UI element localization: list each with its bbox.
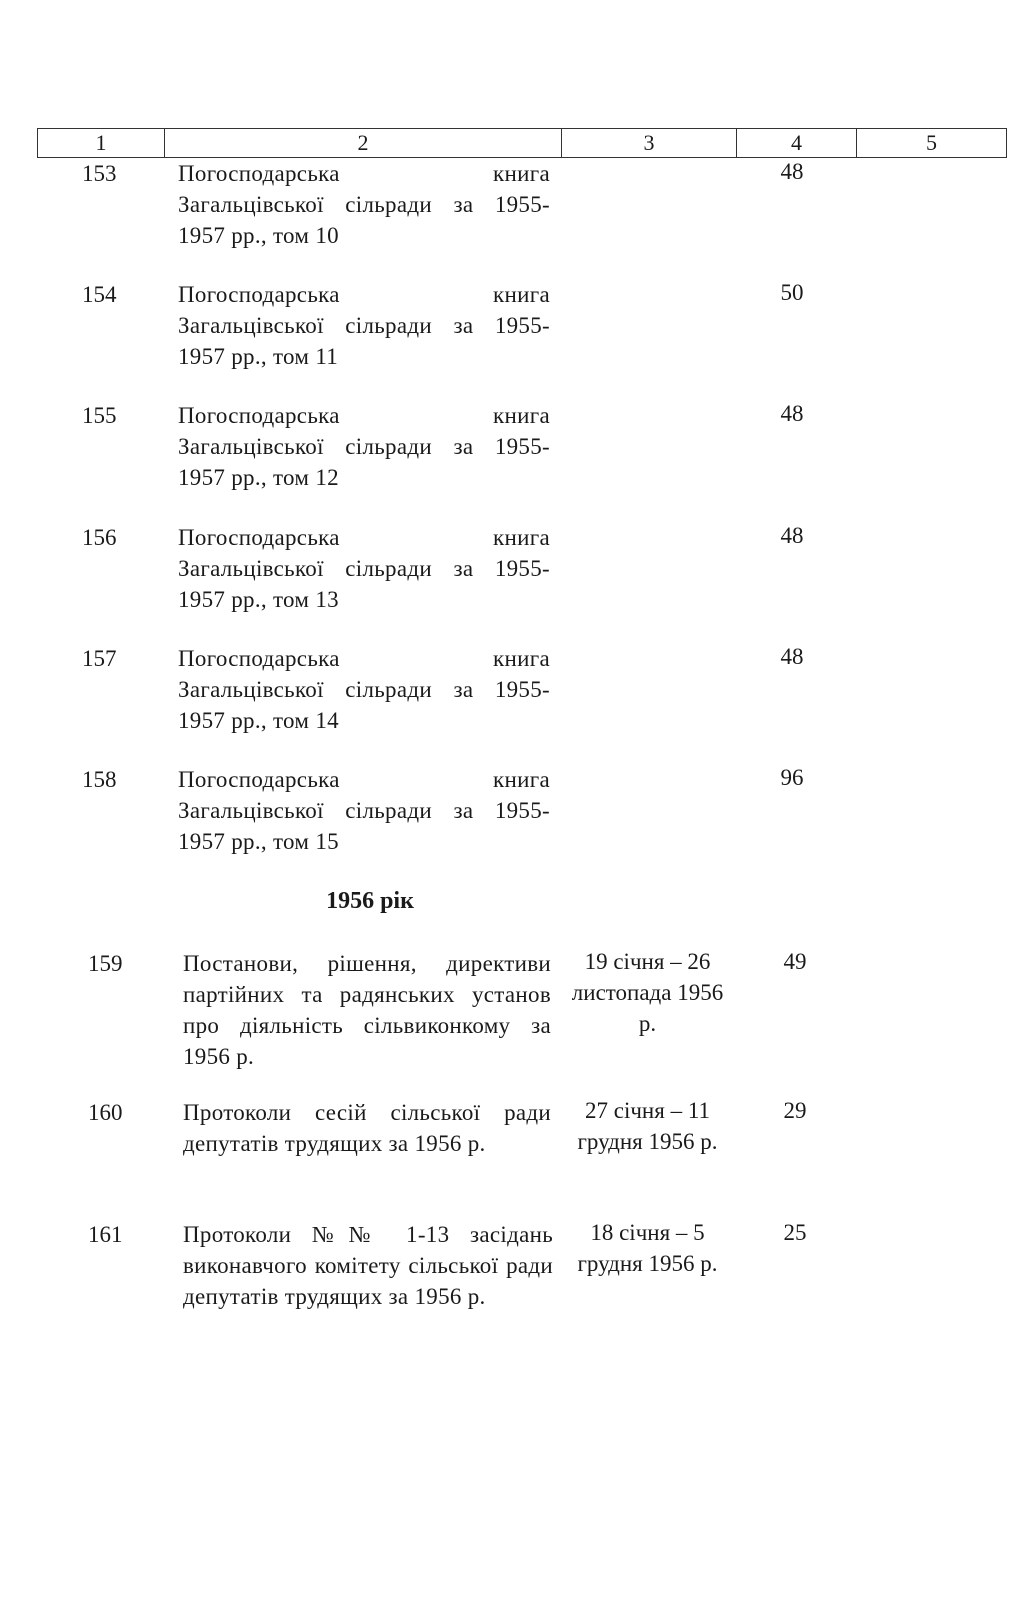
header-col-4: 4 xyxy=(737,129,857,157)
entry-title: Погосподарська книга Загальцівської сільради за 1955-1957 рр., том 13 xyxy=(178,525,550,612)
entry-number: 157 xyxy=(82,646,117,671)
entry-number: 153 xyxy=(82,161,117,186)
entry-dates: 27 січня – 11 грудня 1956 р. xyxy=(577,1098,718,1154)
entry-title: Погосподарська книга Загальцівської сільради за 1955-1957 рр., том 12 xyxy=(178,403,550,490)
entry-dates: 18 січня – 5 грудня 1956 р. xyxy=(577,1220,718,1276)
entry-number: 158 xyxy=(82,767,117,792)
entry-title: Протоколи №№ 1-13 засідань виконавчого комітету сільської ради депутатів трудящих за 1956 р. xyxy=(183,1222,553,1309)
entry-number: 155 xyxy=(82,403,117,428)
header-col-2: 2 xyxy=(165,129,562,157)
entry-sheets: 49 xyxy=(783,949,807,974)
entry-title: Погосподарська книга Загальцівської сільради за 1955-1957 рр., том 11 xyxy=(178,282,550,369)
entry-title: Постанови, рішення, директиви партійних та радянських установ про діяльність сільвиконкому за 1956 р. xyxy=(183,951,551,1069)
entry-sheets: 25 xyxy=(783,1220,807,1245)
entry-sheets: 50 xyxy=(780,280,804,305)
entry-title: Погосподарська книга Загальцівської сільради за 1955-1957 рр., том 15 xyxy=(178,767,550,854)
entry-title: Погосподарська книга Загальцівської сільради за 1955-1957 рр., том 10 xyxy=(178,161,550,248)
entry-sheets: 48 xyxy=(780,159,804,184)
entry-number: 154 xyxy=(82,282,117,307)
entry-number: 160 xyxy=(88,1100,123,1125)
header-col-1: 1 xyxy=(38,129,165,157)
entry-sheets: 48 xyxy=(780,523,804,548)
entry-sheets: 96 xyxy=(780,765,804,790)
entry-dates: 19 січня – 26 листопада 1956 р. xyxy=(571,949,724,1036)
header-col-3: 3 xyxy=(562,129,737,157)
column-number-header xyxy=(37,128,1007,158)
entry-number: 156 xyxy=(82,525,117,550)
year-heading: 1956 рік xyxy=(326,888,414,914)
entry-title: Погосподарська книга Загальцівської сільради за 1955-1957 рр., том 14 xyxy=(178,646,550,733)
header-col-5: 5 xyxy=(926,130,937,155)
entry-number: 161 xyxy=(88,1222,123,1247)
entry-title: Протоколи сесій сільської ради депутатів трудящих за 1956 р. xyxy=(183,1100,551,1156)
entry-number: 159 xyxy=(88,951,123,976)
entry-sheets: 48 xyxy=(780,401,804,426)
entry-sheets: 29 xyxy=(783,1098,807,1123)
entry-sheets: 48 xyxy=(780,644,804,669)
